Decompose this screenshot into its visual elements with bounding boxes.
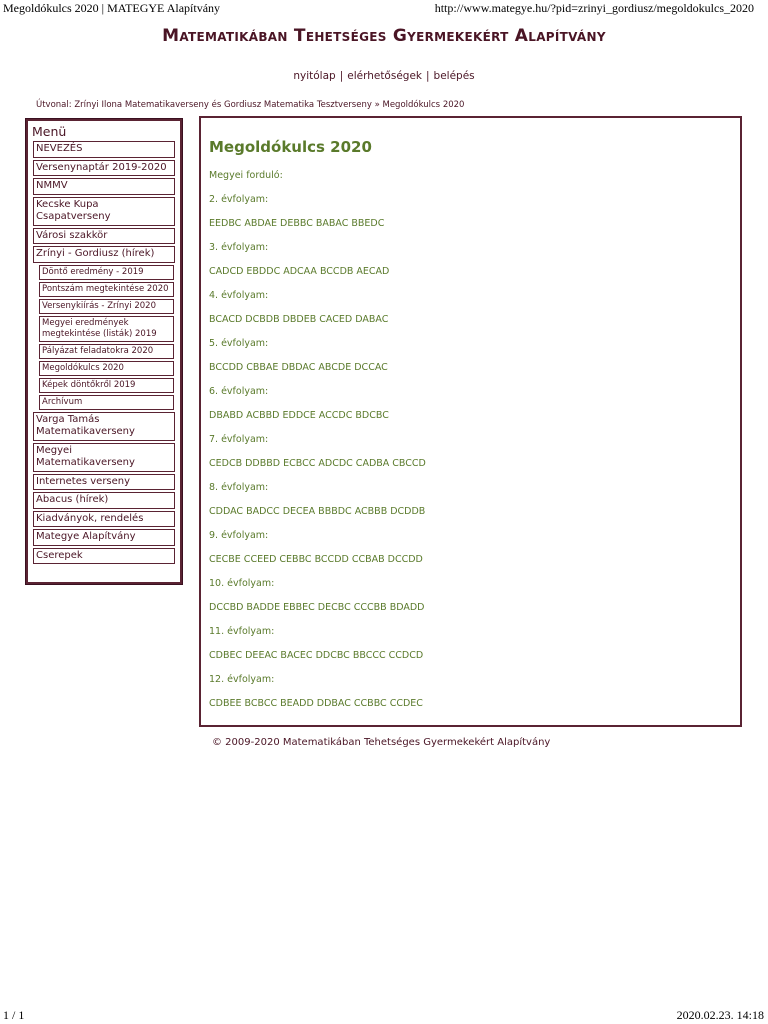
- menu-item[interactable]: NMMV: [33, 178, 175, 195]
- breadcrumb-parent-link[interactable]: Zrínyi Ilona Matematikaverseny és Gordiusz Matematika Tesztverseny: [74, 100, 372, 110]
- menu-item[interactable]: Abacus (hírek): [33, 492, 175, 509]
- print-header-url: http://www.mategye.hu/?pid=zrinyi_gordiusz/megoldokulcs_2020: [434, 1, 754, 15]
- grade-answers: BCACD DCBDB DBDEB CACED DABAC: [209, 314, 389, 325]
- menu-item[interactable]: Mategye Alapítvány: [33, 529, 175, 546]
- grade-answers: EEDBC ABDAE DEBBC BABAC BBEDC: [209, 218, 385, 229]
- menu-item[interactable]: NEVEZÉS: [33, 141, 175, 158]
- submenu-item[interactable]: Pontszám megtekintése 2020: [39, 282, 174, 297]
- grade-answers: CADCD EBDDC ADCAA BCCDB AECAD: [209, 266, 390, 277]
- grade-answers: DBABD ACBBD EDDCE ACCDC BDCBC: [209, 410, 389, 421]
- menu-item[interactable]: Varga Tamás Matematikaverseny: [33, 412, 175, 441]
- submenu-item[interactable]: Archívum: [39, 395, 174, 410]
- grade-answers: CEDCB DDBBD ECBCC ADCDC CADBA CBCCD: [209, 458, 426, 469]
- breadcrumb-current[interactable]: Megoldókulcs 2020: [382, 100, 465, 110]
- grade-label: 8. évfolyam:: [209, 482, 269, 493]
- answer-key: [209, 170, 426, 722]
- print-header: [0, 0, 768, 16]
- submenu-item[interactable]: Pályázat feladatokra 2020: [39, 344, 174, 359]
- menu-item[interactable]: Cserepek: [33, 548, 175, 565]
- menu-item[interactable]: Versenynaptár 2019-2020: [33, 160, 175, 177]
- print-footer: [0, 1006, 768, 1024]
- print-header-title: Megoldókulcs 2020 | MATEGYE Alapítvány: [3, 1, 221, 15]
- menu-item[interactable]: Városi szakkör: [33, 228, 175, 245]
- main-content: [199, 116, 742, 727]
- grade-answers: CECBE CCEED CEBBC BCCDD CCBAB DCCDD: [209, 554, 423, 565]
- nav-separator: |: [339, 70, 344, 82]
- menu-title: Menü: [32, 124, 67, 139]
- menu-item[interactable]: Zrínyi - Gordiusz (hírek): [33, 246, 175, 263]
- sidebar-menu-inner: [28, 121, 180, 582]
- grade-label: 7. évfolyam:: [209, 434, 269, 445]
- page-title: Megoldókulcs 2020: [209, 138, 372, 156]
- top-navigation: [0, 70, 768, 82]
- grade-label: 9. évfolyam:: [209, 530, 269, 541]
- submenu-item[interactable]: Versenykiírás - Zrínyi 2020: [39, 299, 174, 314]
- breadcrumb-label: Útvonal:: [36, 100, 72, 110]
- grade-answers: CDBEE BCBCC BEADD DDBAC CCBBC CCDEC: [209, 698, 423, 709]
- grade-answers: DCCBD BADDE EBBEC DECBC CCCBB BDADD: [209, 602, 425, 613]
- menu-item[interactable]: Kecske Kupa Csapatverseny: [33, 197, 175, 226]
- contact-link[interactable]: elérhetőségek: [347, 70, 422, 82]
- page-number: 1 / 1: [3, 1008, 25, 1022]
- grade-label: 3. évfolyam:: [209, 242, 269, 253]
- grade-label: 12. évfolyam:: [209, 674, 275, 685]
- submenu-item[interactable]: Megyei eredmények megtekintése (listák) 2019: [39, 316, 174, 342]
- grade-answers: BCCDD CBBAE DBDAC ABCDE DCCAC: [209, 362, 388, 373]
- site-title: Matematikában Tehetséges Gyermekekért Alapítvány: [162, 26, 606, 46]
- breadcrumb-separator: »: [374, 100, 380, 110]
- grade-label: 4. évfolyam:: [209, 290, 269, 301]
- submenu-item[interactable]: Döntő eredmény - 2019: [39, 265, 174, 280]
- grade-label: 6. évfolyam:: [209, 386, 269, 397]
- menu-item[interactable]: Megyei Matematikaverseny: [33, 443, 175, 472]
- grade-label: 2. évfolyam:: [209, 194, 269, 205]
- sidebar-menu: [25, 118, 183, 585]
- round-label: Megyei forduló:: [209, 170, 283, 181]
- breadcrumb: [36, 100, 464, 110]
- submenu-item[interactable]: Megoldókulcs 2020: [39, 361, 174, 376]
- menu-list: [28, 141, 180, 564]
- grade-label: 10. évfolyam:: [209, 578, 275, 589]
- grade-label: 11. évfolyam:: [209, 626, 275, 637]
- submenu-item[interactable]: Képek döntőkről 2019: [39, 378, 174, 393]
- grade-answers: CDBEC DEEAC BACEC DDCBC BBCCC CCDCD: [209, 650, 424, 661]
- menu-item[interactable]: Internetes verseny: [33, 474, 175, 491]
- home-link[interactable]: nyitólap: [293, 70, 336, 82]
- nav-separator: |: [426, 70, 430, 82]
- menu-item[interactable]: Kiadványok, rendelés: [33, 511, 175, 528]
- copyright-footer: © 2009-2020 Matematikában Tehetséges Gyermekekért Alapítvány: [212, 737, 551, 748]
- login-link[interactable]: belépés: [433, 70, 475, 82]
- print-date: 2020.02.23. 14:18: [676, 1008, 764, 1022]
- grade-label: 5. évfolyam:: [209, 338, 269, 349]
- grade-answers: CDDAC BADCC DECEA BBBDC ACBBB DCDDB: [209, 506, 426, 517]
